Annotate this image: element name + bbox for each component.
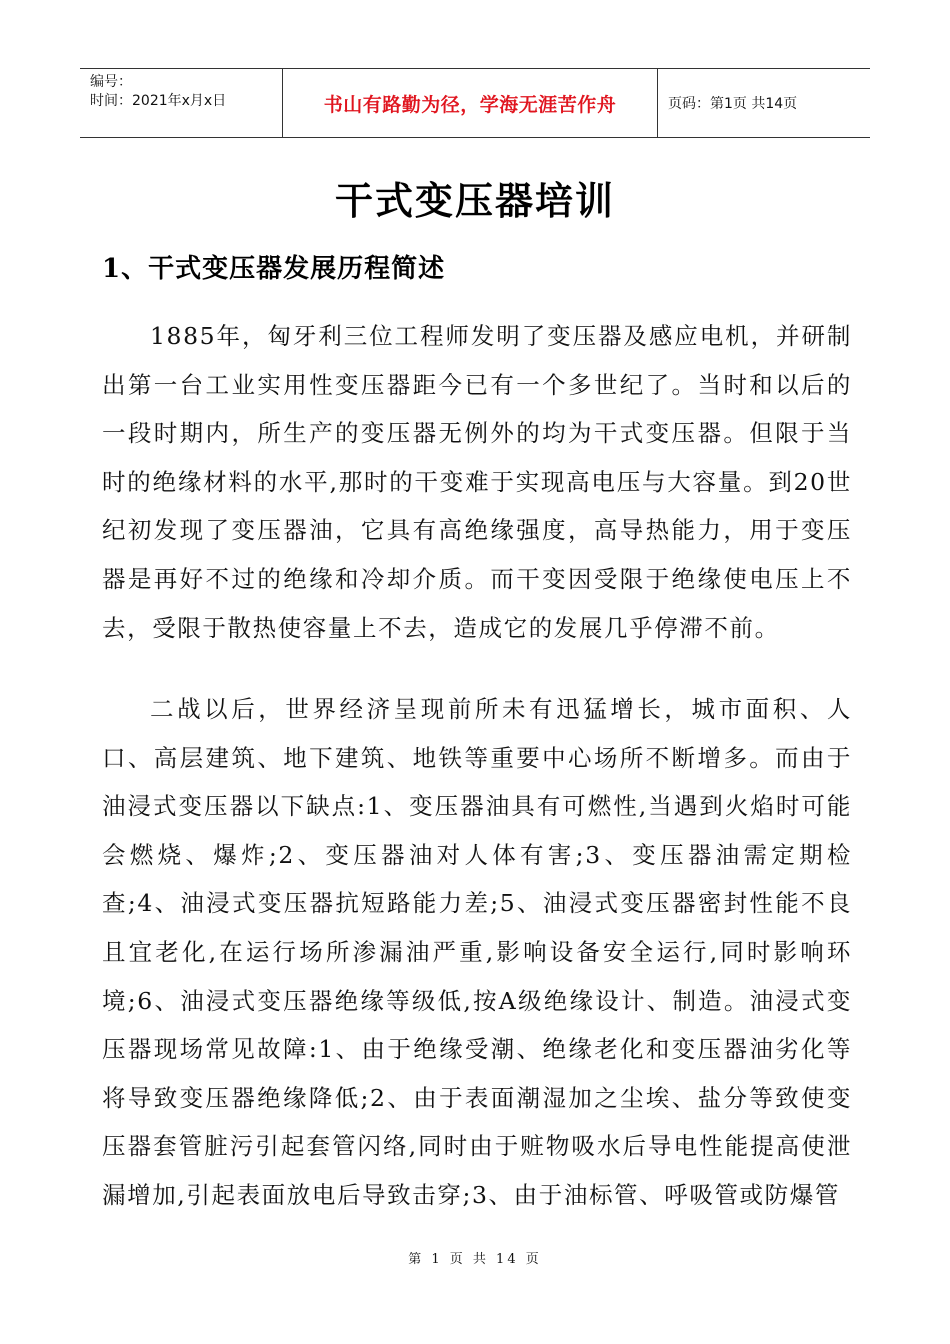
document-time-label: 时间：2021年x月x日 [90, 93, 227, 109]
document-number-label: 编号： [90, 74, 132, 90]
page-header [80, 68, 870, 138]
paragraph: 1885年，匈牙利三位工程师发明了变压器及感应电机，并研制出第一台工业实用性变压器距今已有一个多世纪了。当时和以后的一段时期内，所生产的变压器无例外的均为干式变压器。但限于当时的绝缘材料的水平,那时的干变难于实现高电压与大容量。到20世纪初发现了变压器油，它具有高绝缘强度，高导热能力，用于变压器是再好不过的绝缘和冷却介质。而干变因受限于绝缘使电压上不去，受限于散热使容量上不去，造成它的发展几乎停滞不前。 [102, 322, 852, 642]
header-meta [80, 69, 282, 137]
header-page-info: 页码：第1页 共14页 [668, 96, 798, 112]
header-motto: 书山有路勤为径，学海无涯苦作舟 [282, 69, 658, 137]
paragraph: 二战以后，世界经济呈现前所未有迅猛增长，城市面积、人口、高层建筑、地下建筑、地铁等重要中心场所不断增多。而由于油浸式变压器以下缺点:1、变压器油具有可燃性,当遇到火焰时可能会燃烧、爆炸;2、变压器油对人体有害;3、变压器油需定期检查;4、油浸式变压器抗短路能力差;5、油浸式变压器密封性能不良且宜老化,在运行场所渗漏油严重,影响设备安全运行,同时影响环境;6、油浸式变压器绝缘等级低,按A级绝缘设计、制造。油浸式变压器现场常见故障:1、由于绝缘受潮、绝缘老化和变压器油劣化等将导致变压器绝缘降低;2、由于表面潮湿加之尘埃、盐分等致使变压器套管脏污引起套管闪络,同时由于赃物吸水后导电性能提高使泄漏增加,引起表面放电后导致击穿;3、由于油标管、呼吸管或防爆管 [102, 695, 852, 1209]
document-title: 干式变压器培训 [334, 178, 615, 223]
section-heading: 1、干式变压器发展历程简述 [102, 254, 446, 284]
page-footer: 第 1 页 共 14 页 [408, 1252, 542, 1267]
